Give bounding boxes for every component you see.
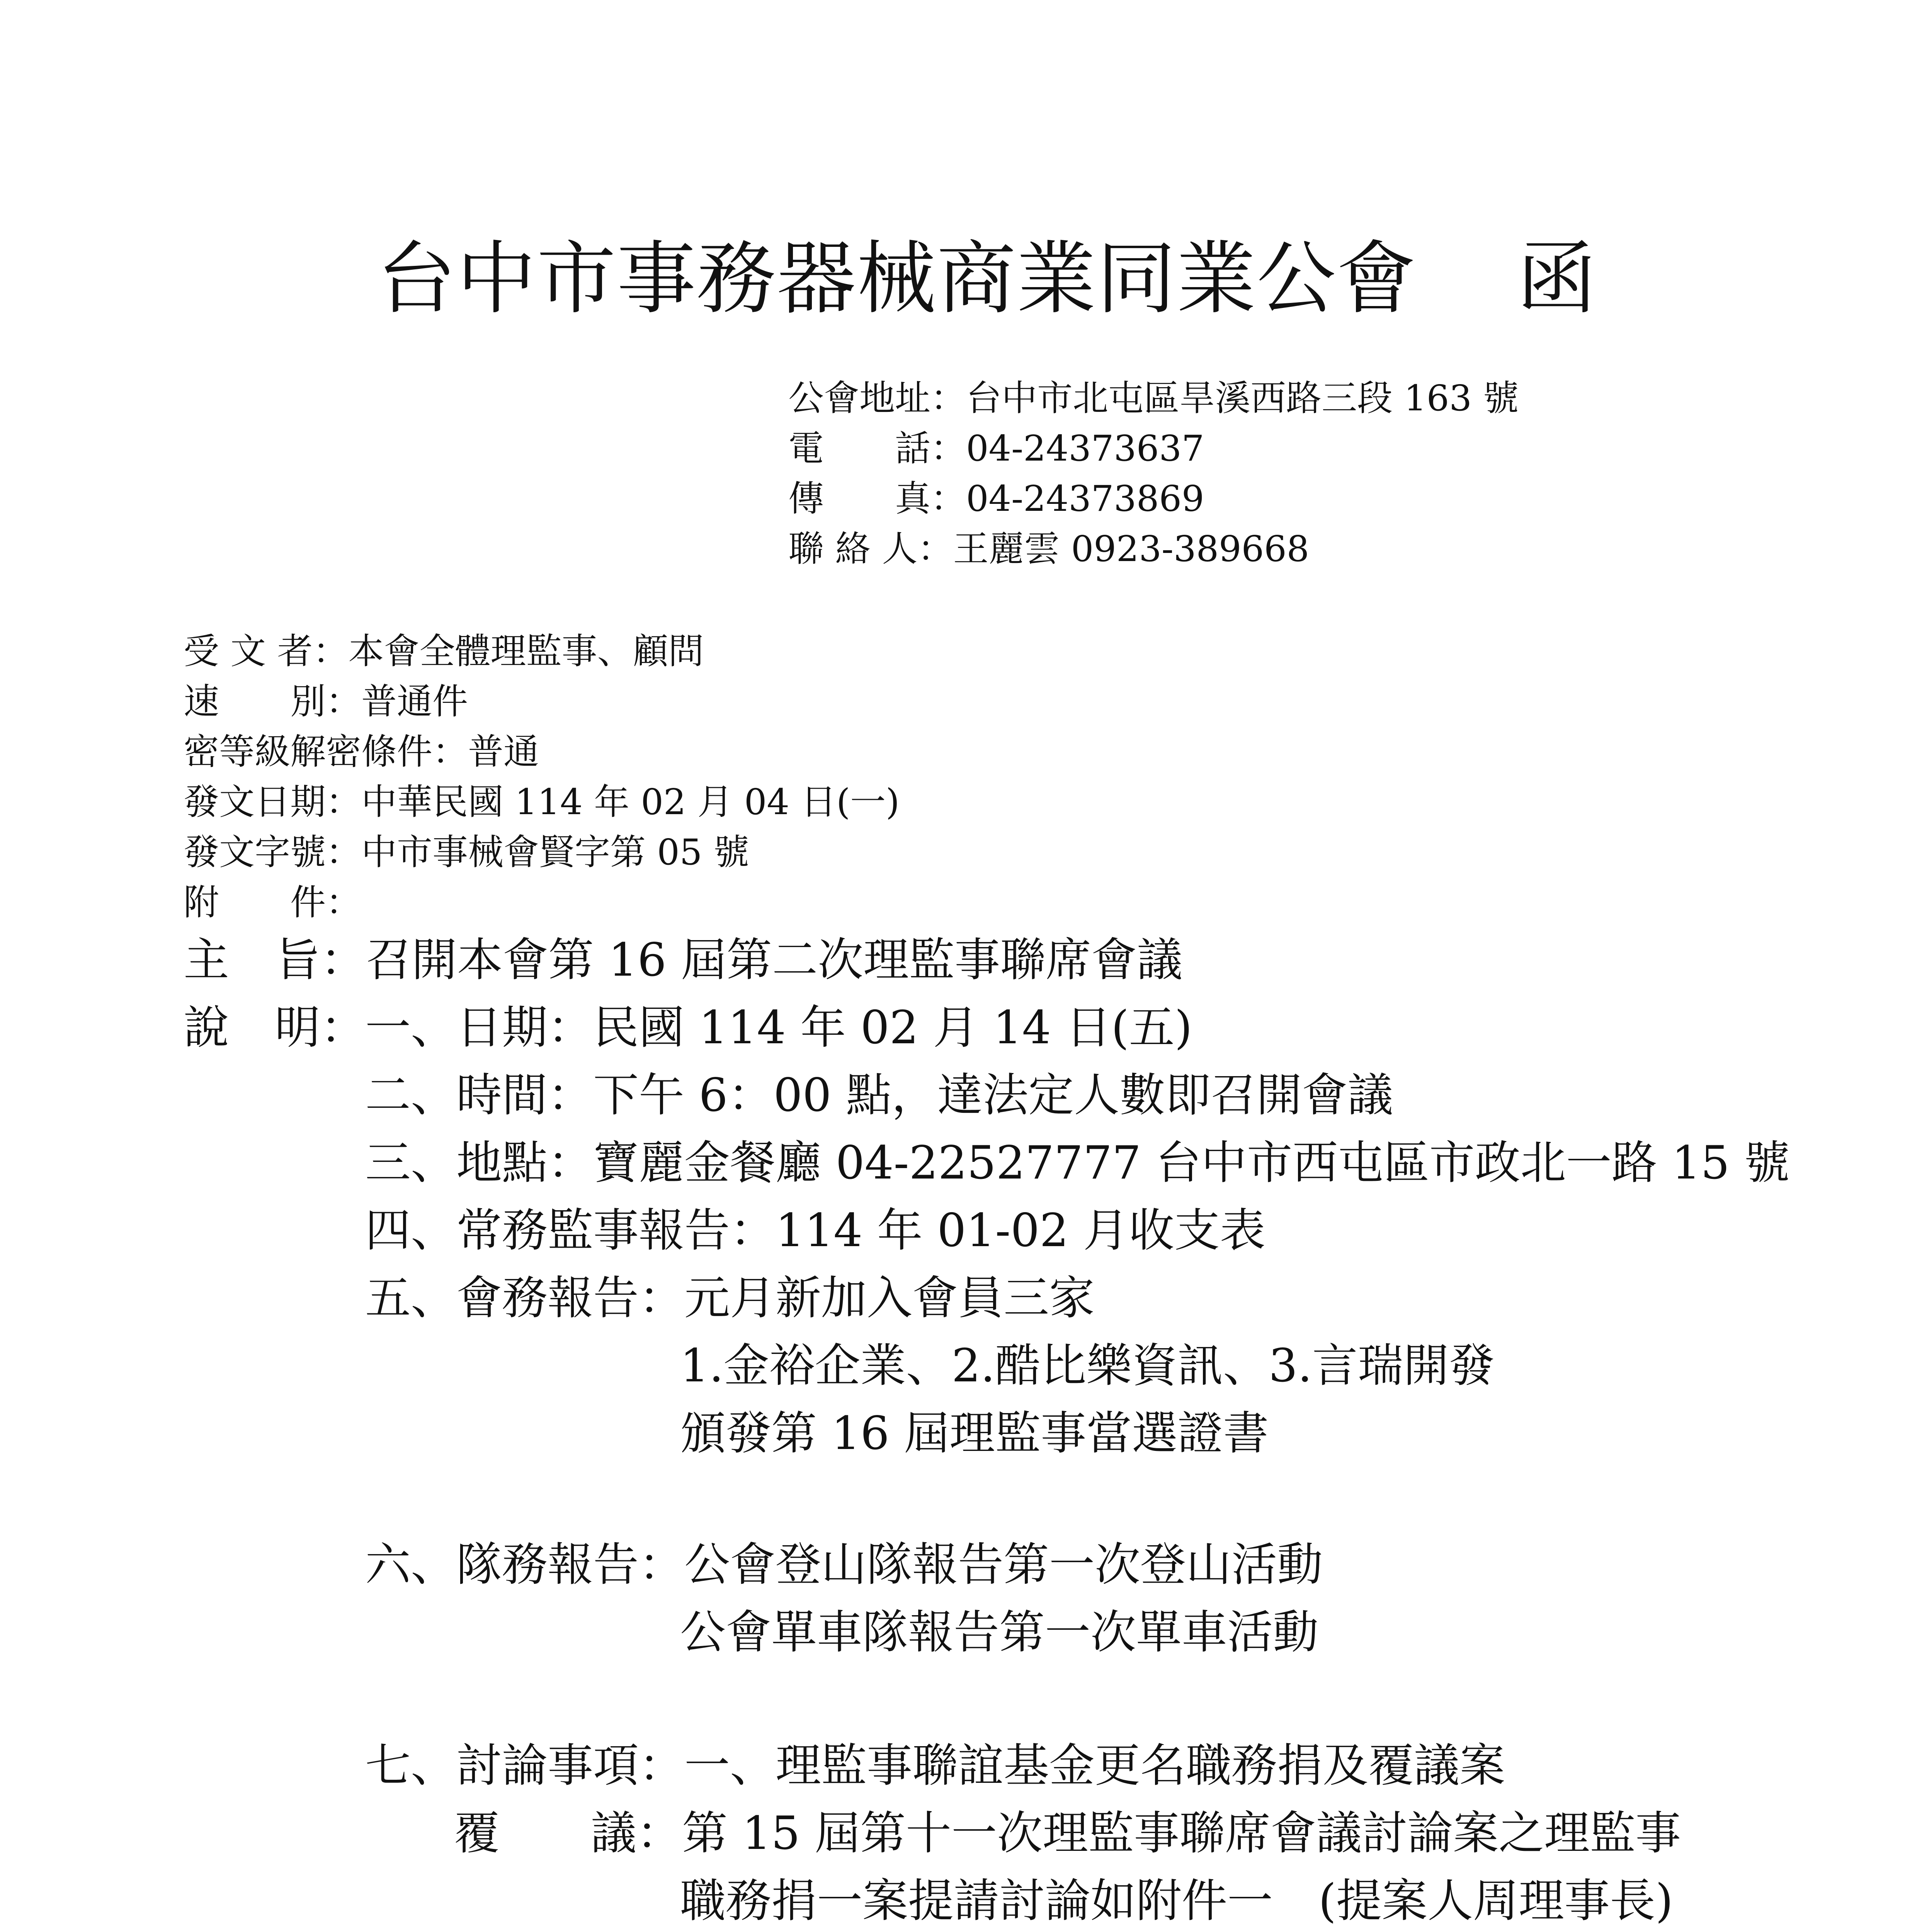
reference-value: 中市事械會賢字第 05 號: [361, 832, 749, 873]
phone-label: 電 話：: [788, 428, 966, 469]
contact-phone: [788, 428, 1204, 469]
date-row: [184, 781, 900, 823]
phone-value: 04-24373637: [966, 428, 1204, 469]
speed-label: 速 別：: [184, 681, 362, 722]
explanation-item: 四、常務監事報告：114 年 01-02 月收支表: [365, 1204, 1266, 1257]
explanation-item: 公會單車隊報告第一次單車活動: [680, 1605, 1319, 1659]
explanation-item: 三、地點：寶麗金餐廳 04-22527777 台中市西屯區市政北一路 15 號: [365, 1136, 1790, 1189]
date-value: 中華民國 114 年 02 月 04 日(一): [361, 781, 900, 823]
explanation-item: 1.金裕企業、2.酷比樂資訊、3.言瑞開發: [680, 1339, 1495, 1392]
explanation-item: 頒發第 16 屆理監事當選證書: [680, 1406, 1269, 1460]
recipient-value: 本會全體理監事、顧問: [348, 631, 704, 672]
explanation-item: 覆 議：第 15 屆第十一次理監事聯席會議討論案之理監事: [454, 1806, 1681, 1860]
explanation-item: 七、討論事項：一、理監事聯誼基金更名職務捐及覆議案: [365, 1739, 1505, 1792]
contact-address: [788, 378, 1519, 419]
contact-fax: [788, 478, 1204, 519]
recipient-label: 受 文 者：: [184, 631, 349, 672]
reference-row: [184, 832, 749, 873]
attachment-label: 附 件：: [184, 882, 362, 923]
subject-text: 召開本會第 16 屆第二次理監事聯席會議: [366, 933, 1183, 986]
subject-label: 主 旨：: [184, 933, 366, 986]
explanation-label: 說 明：: [184, 1001, 366, 1054]
recipient-row: [184, 631, 704, 672]
secrecy-row: [184, 731, 539, 772]
address-value: 台中市北屯區旱溪西路三段 163 號: [966, 378, 1519, 419]
contact-person-value: 王麗雲 0923-389668: [953, 528, 1310, 570]
date-label: 發文日期：: [184, 781, 362, 823]
reference-label: 發文字號：: [184, 832, 362, 873]
fax-value: 04-24373869: [966, 478, 1204, 519]
explanation-item: 五、會務報告：元月新加入會員三家: [365, 1271, 1095, 1325]
org-name: 台中市事務器械商業同業公會: [377, 233, 1417, 325]
fax-label: 傳 真：: [788, 478, 966, 519]
doc-type: 函: [1517, 233, 1597, 325]
subject-row: [184, 933, 1183, 986]
explanation-item: 一、日期：民國 114 年 02 月 14 日(五): [365, 1001, 1192, 1054]
document-title: [377, 233, 1597, 325]
speed-value: 普通件: [361, 681, 468, 722]
contact-person-label: 聯 絡 人：: [788, 528, 953, 570]
secrecy-value: 普通: [468, 731, 539, 772]
attachment-row: [184, 882, 362, 923]
explanation-item: 六、隊務報告：公會登山隊報告第一次登山活動: [365, 1538, 1323, 1591]
secrecy-label: 密等級解密條件：: [184, 731, 468, 772]
contact-person: [788, 528, 1310, 570]
explanation-item: 二、時間：下午 6：00 點，達法定人數即召開會議: [365, 1068, 1393, 1122]
speed-row: [184, 681, 468, 722]
explanation-item: 職務捐一案提請討論如附件一 (提案人周理事長): [680, 1874, 1674, 1927]
address-label: 公會地址：: [788, 378, 966, 419]
